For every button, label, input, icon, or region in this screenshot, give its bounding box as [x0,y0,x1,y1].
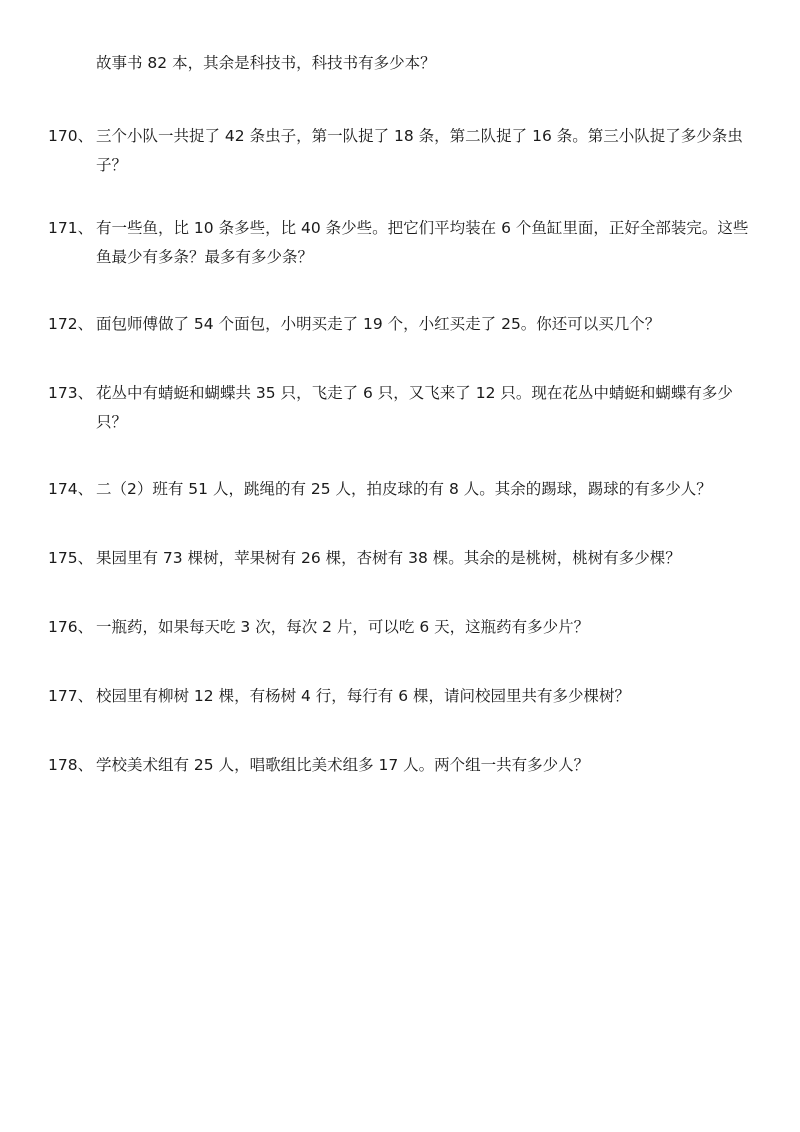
question-text: 二（2）班有 51 人，跳绳的有 25 人，拍皮球的有 8 人。其余的踢球，踢球的有多少人？ [96,480,712,498]
question-number: 175、 [48,549,94,567]
continuation-text: 故事书 82 本，其余是科技书，科技书有多少本？ [96,54,436,72]
question-174 [48,475,760,504]
question-number: 172、 [48,315,94,333]
question-number: 170、 [48,127,94,145]
question-170 [48,122,760,180]
question-177 [48,682,760,711]
question-173 [48,379,760,437]
question-text: 学校美术组有 25 人，唱歌组比美术组多 17 人。两个组一共有多少人？ [96,756,590,774]
question-text: 有一些鱼，比 10 条多些，比 40 条少些。把它们平均装在 6 个鱼缸里面，正好全部装完。这些鱼最少有多条？最多有多少条？ [96,219,749,266]
question-number: 176、 [48,618,94,636]
question-text: 校园里有柳树 12 棵，有杨树 4 行，每行有 6 棵，请问校园里共有多少棵树？ [96,687,631,705]
question-175 [48,544,760,573]
question-text: 一瓶药，如果每天吃 3 次，每次 2 片，可以吃 6 天，这瓶药有多少片？ [96,618,590,636]
question-172 [48,310,760,339]
question-176 [48,613,760,642]
question-text: 果园里有 73 棵树，苹果树有 26 棵，杏树有 38 棵。其余的是桃树，桃树有多少棵？ [96,549,681,567]
question-number: 178、 [48,756,94,774]
question-text: 面包师傅做了 54 个面包，小明买走了 19 个，小红买走了 25。你还可以买几个？ [96,315,661,333]
question-number: 173、 [48,384,94,402]
question-text: 花丛中有蜻蜓和蝴蝶共 35 只，飞走了 6 只，又飞来了 12 只。现在花丛中蜻蜓和蝴蝶有多少只？ [96,384,733,431]
question-number: 177、 [48,687,94,705]
question-number: 174、 [48,480,94,498]
question-178 [48,751,760,780]
question-text: 三个小队一共捉了 42 条虫子，第一队捉了 18 条，第二队捉了 16 条。第三小队捉了多少条虫子？ [96,127,743,174]
question-number: 171、 [48,219,94,237]
question-171 [48,214,760,272]
